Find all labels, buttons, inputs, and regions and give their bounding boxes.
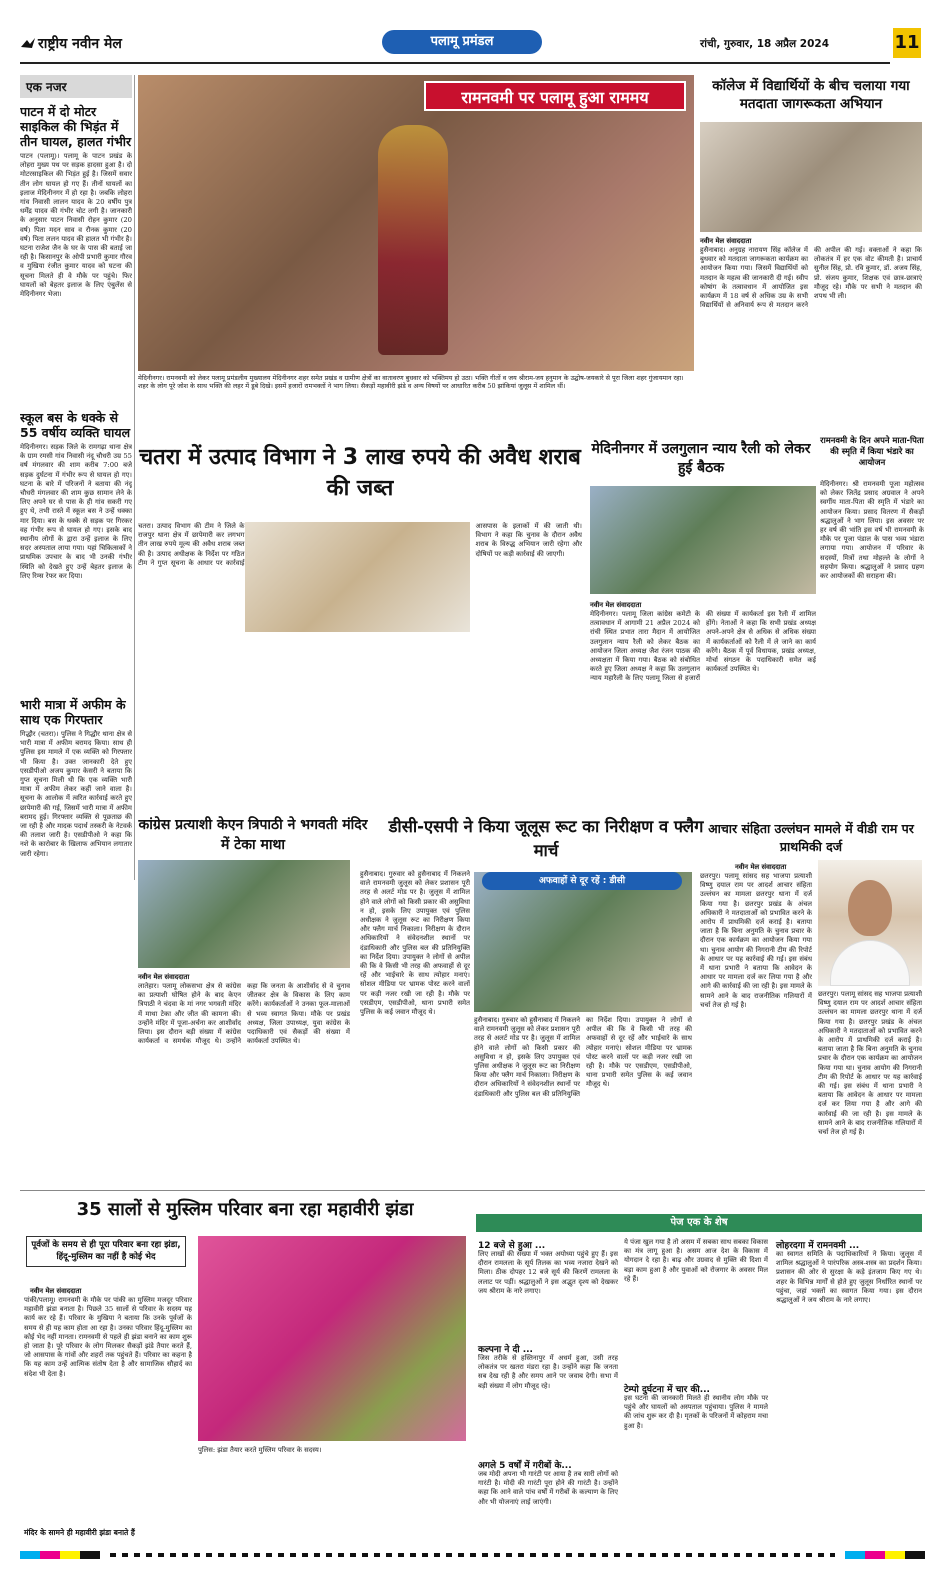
deity-figure: [378, 125, 448, 355]
college-byline: नवीन मेल संवाददाता: [700, 237, 752, 245]
congress-photo: [138, 860, 350, 968]
ulgulan-photo: [590, 486, 816, 594]
section-label: पलामू प्रमंडल: [382, 30, 542, 54]
portrait-face-icon: [848, 880, 892, 936]
page-ek-body: ये पंजा खुल गया है तो असम में सबका साथ सबका विकास का मंत्र लागू हुआ है। असम आज देश के विकास में योगदान दे रहा है। बाढ़ और उग्रवाद से मुक्ति की दिशा में बड़ा काम हुआ है और युवाओं को रोजगार के अवसर मिल रहे हैं।: [624, 1238, 768, 1283]
portrait-shirt-icon: [830, 940, 910, 986]
paper-name: राष्ट्रीय नवीन मेल: [38, 36, 122, 52]
page-ek-body: इस घटना की जानकारी मिलते ही स्थानीय लोग मौके पर पहुंचे और घायलों को अस्पताल पहुंचाया। पुलिस ने मामले की जांच शुरू कर दी है। मृतकों के परिजनों में कोहराम मचा हुआ है।: [624, 1394, 768, 1430]
ulgulan-body: मेदिनीनगर। पलामू जिला कांग्रेस कमेटी के तत्वावधान में आगामी 21 अप्रैल 2024 को रांची स्थित प्रभात तारा मैदान में आयोजित उलगुलान न्याय रैली को लेकर बैठक का आयोजन जिला अध्यक्ष जैश रंजन पाठक की अध्यक्षता में किया गया। बैठक को संबोधित करते हुए जिला अध्यक्ष ने कहा कि उलगुलान न्याय महारैली के लिए पलामू जिला से हजारों की संख्या में कार्यकर्ता इस रैली में शामिल होंगे। नेताओं ने कहा कि सभी प्रखंड अध्यक्ष अपने-अपने क्षेत्र से अधिक से अधिक संख्या में कार्यकर्ताओं को रैली में ले जाने का कार्य करेंगे। बैठक में पूर्व विधायक, प्रखंड अध्यक्ष, मोर्चा संगठन के पदाधिकारी समेत कई कार्यकर्ता उपस्थित थे।: [590, 610, 816, 683]
muslim-photo: [198, 1236, 466, 1441]
ek-nazar-tag: एक नजर: [20, 75, 132, 98]
acharsamhita-body-continued: छतरपुर। पलामू सांसद सह भाजपा प्रत्याशी विष्णु दयाल राम पर आदर्श आचार संहिता उल्लंघन का मामला छतरपुर थाना में दर्ज किया गया है। छतरपुर प्रखंड के अंचल अधिकारी ने मतदाताओं को प्रभावित करने के आरोप में प्राथमिकी दर्ज कराई है। बताया जाता है कि बिना अनुमति के चुनाव प्रचार के दौरान एक कार्यक्रम का आयोजन किया गया था। चुनाव आयोग की निगरानी टीम की रिपोर्ट के आधार पर यह कार्रवाई की गई। इस संबंध में थाना प्रभारी ने बताया कि आवेदन के आधार पर मामला दर्ज कर लिया गया है और आगे की कार्रवाई की जा रही है। इस मामले के सामने आने के बाद राजनीतिक गलियारों में चर्चा तेज हो गई है।: [818, 990, 922, 1137]
masthead: [20, 28, 925, 72]
dcsp-body-continued: हुसैनाबाद। गुरुवार को हुसैनाबाद में निकलने वाले रामनवमी जुलूस को लेकर प्रशासन पूरी तरह से अलर्ट मोड पर है। जुलूस में शामिल होने वाले लोगों को किसी प्रकार की असुविधा न हो, इसके लिए उपायुक्त एवं पुलिस अधीक्षक ने जुलूस रूट का निरीक्षण किया और फ्लैग मार्च निकाला। निरीक्षण के दौरान अधिकारियों ने संवेदनशील स्थानों पर दंडाधिकारी और पुलिस बल की प्रतिनियुक्ति का निर्देश दिया। उपायुक्त ने लोगों से अपील की कि वे किसी भी तरह की अफवाहों से दूर रहें और भाईचारे के साथ त्योहार मनाएं। सोशल मीडिया पर भ्रामक पोस्ट करने वालों पर कड़ी नजर रखी जा रही है। मौके पर एसडीएम, एसडीपीओ, थाना प्रभारी समेत पुलिस के कई जवान मौजूद थे।: [474, 1016, 692, 1098]
paper-logo-icon: [20, 36, 36, 50]
ramnavami-photo: [138, 75, 694, 371]
dcsp-photo-banner: अफवाहों से दूर रहें : डीसी: [482, 872, 682, 890]
page-ek-head: लोहरदगा में रामनवमी ...: [776, 1241, 860, 1251]
college-photo: [700, 122, 922, 232]
page-ek-body: लिए लाखों की संख्या में भक्त अयोध्या पहुंचे हुए हैं। इस दौरान रामलला के सूर्य तिलक का भव्य नजारा देखने को मिला। ठीक दोपहर 12 बजे सूर्य की किरणें रामलला के ललाट पर पड़ीं। श्रद्धालुओं ने इस अद्भुत दृश्य को देखकर जय श्रीराम के नारे लगाए।: [478, 1250, 618, 1295]
acharsamhita-body: छतरपुर। पलामू सांसद सह भाजपा प्रत्याशी विष्णु दयाल राम पर आदर्श आचार संहिता उल्लंघन का मामला छतरपुर थाना में दर्ज किया गया है। छतरपुर प्रखंड के अंचल अधिकारी ने मतदाताओं को प्रभावित करने के आरोप में प्राथमिकी दर्ज कराई है। बताया जाता है कि बिना अनुमति के चुनाव प्रचार के दौरान एक कार्यक्रम का आयोजन किया गया था। चुनाव आयोग की निगरानी टीम की रिपोर्ट के आधार पर यह कार्रवाई की गई। इस संबंध में थाना प्रभारी ने बताया कि आवेदन के आधार पर मामला दर्ज कर लिया गया है और आगे की कार्रवाई की जा रही है। इस मामले के सामने आने के बाद राजनीतिक गलियारों में चर्चा तेज हो गई है।: [700, 872, 812, 1009]
story-body: मेदिनीनगर। सड़क जिले के रामगढ़ा थाना क्षेत्र के ग्राम रमसी गांव निवासी नंदू चौधरी उम्र 55 वर्ष मंगलवार की शाम करीब 7:00 बजे सड़क दुर्घटना में गंभीर रूप से घायल हो गए। घटना के बारे में परिजनों ने बताया की नंदू चौधरी मंगलवार की शाम कुछ सामान लेने के लिए अपने घर से पास के ही गांव सकरी गए हुए थे, तभी रास्ते में स्कूल बस ने उन्हें धक्का मार दिया। बस के धक्के से सड़क पर गिरकर वह गंभीर रूप से घायल हो गए। इसके बाद स्थानीय लोगों के द्वारा उन्हें इलाज के लिए सदर अस्पताल लाया गया। यहां चिकित्सकों ने प्राथमिक उपचार के बाद भी उनकी गंभीर स्थिति को देखते हुए उन्हें बेहतर इलाज के लिए रिम्स रेफर कर दिया।: [20, 443, 132, 580]
page-number: 11: [893, 28, 921, 58]
dcsp-photo: [474, 872, 692, 1012]
dcsp-headline: डीसी-एसपी ने किया जूलूस रूट का निरीक्षण व फ्लैग मार्च: [388, 817, 704, 860]
college-headline: कॉलेज में विद्यार्थियों के बीच चलाया गया मतदाता जागरूकता अभियान: [712, 78, 910, 112]
chatra-photo: [245, 522, 470, 632]
lower-rule: [20, 1190, 925, 1191]
congress-body: लातेहार। पलामू लोकसभा क्षेत्र से कांग्रेस का प्रत्याशी घोषित होने के बाद केएन त्रिपाठी ने चंदवा के मां नगर भगवती मंदिर में माथा टेका और जीत की कामना की। उन्होंने मंदिर में पूजा-अर्चना कर आशीर्वाद लिया। इस दौरान बड़ी संख्या में कांग्रेस कार्यकर्ता व समर्थक मौजूद थे। उन्होंने कहा कि जनता के आशीर्वाद से वे चुनाव जीतकर क्षेत्र के विकास के लिए काम करेंगे। कार्यकर्ताओं ने उनका फूल-मालाओं से भव्य स्वागत किया। मौके पर प्रखंड अध्यक्ष, जिला उपाध्यक्ष, युवा कांग्रेस के पदाधिकारी एवं सैकड़ों की संख्या में कार्यकर्ता उपस्थित थे।: [138, 982, 350, 1046]
story-head: स्कूल बस के धक्के से 55 वर्षीय व्यक्ति घायल: [20, 410, 131, 440]
muslim-subhead: पूर्वजों के समय से ही पूरा परिवार बना रहा झंडा, हिंदू-मुस्लिम का नहीं है कोई भेद: [26, 1236, 186, 1267]
page-ek-body: का स्वागत समिति के पदाधिकारियों ने किया। जुलूस में शामिल श्रद्धालुओं ने पारंपरिक अस्त्र-शस्त्र का प्रदर्शन किया। प्रशासन की ओर से सुरक्षा के कड़े इंतजाम किए गए थे। शहर के विभिन्न मार्गों से होते हुए जुलूस निर्धारित स्थानों पर पहुंचा, जहां भक्तों का स्वागत किया गया। इस दौरान श्रद्धालुओं ने जय श्रीराम के नारे लगाए।: [776, 1250, 922, 1305]
chatra-headline: चतरा में उत्पाद विभाग ने 3 लाख रुपये की अवैध शराब की जब्त: [139, 445, 581, 501]
page-ek-head: अगले 5 वर्षों में गरीबों के...: [478, 1461, 572, 1471]
muslim-byline: नवीन मेल संवाददाता: [30, 1287, 82, 1295]
story-head: भारी मात्रा में अफीम के साथ एक गिरफ्तार: [20, 697, 126, 727]
ulgulan-byline: नवीन मेल संवाददाता: [590, 601, 642, 609]
acharsamhita-byline: नवीन मेल संवाददाता: [735, 863, 787, 871]
congress-headline: कांग्रेस प्रत्याशी केएन त्रिपाठी ने भगवती मंदिर में टेका माथा: [138, 817, 368, 853]
ramnavami-caption: मेदिनीनगर। रामनवमी को लेकर पलामू प्रमंडलीय मुख्यालय मेदिनीनगर शहर समेत प्रखंड व ग्रामीण क्षेत्रों का वातावरण बुधवार को भक्तिमय हो उठा। भक्ति गीतों व जय श्रीराम-जय हनुमान के उद्घोष-जयकारे से पूरा जिला शहर गुंजायमान रहा। शहर के लोग पूरे जोश के साथ भक्ति की लहर में डूबे दिखे। इसमें हजारों रामभक्तों ने भाग लिया। सैकड़ों महावीरी झंडे व अन्य विषयों पर आधारित करीब 50 झांकियां जुलूस में शामिल थीं।: [138, 374, 684, 391]
ramnavami-headline: रामनवमी पर पलामू हुआ राममय: [424, 81, 686, 111]
muslim-headline: 35 सालों से मुस्लिम परिवार बना रहा महावीरी झंडा: [76, 1199, 414, 1220]
story-head: पाटन में दो मोटर साइकिल की भिड़ंत में तीन घायल, हालत गंभीर: [20, 104, 132, 149]
chatra-body: चतरा। उत्पाद विभाग की टीम ने जिले के राजपुर थाना क्षेत्र में छापेमारी कर लगभग तीन लाख रुपये मूल्य की अवैध शराब जब्त की है। उत्पाद अधीक्षक के निर्देश पर गठित टीम ने गुप्त सूचना के आधार पर कार्रवाई आसपास के इलाकों में की जाती थी। विभाग ने कहा कि चुनाव के दौरान अवैध शराब के विरुद्ध अभियान जारी रहेगा और दोषियों पर कड़ी कार्रवाई की जाएगी।: [138, 522, 582, 567]
congress-byline: नवीन मेल संवाददाता: [138, 973, 190, 981]
bhandara-headline: रामनवमी के दिन अपने माता-पिता की स्मृति में किया भंडारे का आयोजन: [820, 435, 924, 467]
college-body: हुसैनाबाद। अनुग्रह नारायण सिंह कॉलेज में बुधवार को मतदाता जागरूकता कार्यक्रम का आयोजन किया गया। जिसमें विद्यार्थियों को मतदान के महत्व की जानकारी दी गई। स्वीप कोषांग के तत्वावधान में आयोजित इस कार्यक्रम में 18 वर्ष से अधिक उम्र के सभी विद्यार्थियों से अनिवार्य रूप से मतदान करने की अपील की गई। वक्ताओं ने कहा कि लोकतंत्र में हर एक वोट कीमती है। प्राचार्य सुनील सिंह, प्रो. रवि कुमार, डॉ. अजय सिंह, प्रो. संजय कुमार, शिक्षक एवं छात्र-छात्राएं मौजूद रहे। मौके पर सभी ने मतदान की शपथ भी ली।: [700, 246, 922, 310]
muslim-last-line: मंदिर के सामने ही महावीरी झंडा बनाते हैं: [24, 1528, 135, 1537]
left-column: [20, 75, 132, 885]
dcsp-body: हुसैनाबाद। गुरुवार को हुसैनाबाद में निकलने वाले रामनवमी जुलूस को लेकर प्रशासन पूरी तरह से अलर्ट मोड पर है। जुलूस में शामिल होने वाले लोगों को किसी प्रकार की असुविधा न हो, इसके लिए उपायुक्त एवं पुलिस अधीक्षक ने जुलूस रूट का निरीक्षण किया और फ्लैग मार्च निकाला। निरीक्षण के दौरान अधिकारियों ने संवेदनशील स्थानों पर दंडाधिकारी और पुलिस बल की प्रतिनियुक्ति का निर्देश दिया। उपायुक्त ने लोगों से अपील की कि वे किसी भी तरह की अफवाहों से दूर रहें और भाईचारे के साथ त्योहार मनाएं। सोशल मीडिया पर भ्रामक पोस्ट करने वालों पर कड़ी नजर रखी जा रही है। मौके पर एसडीएम, एसडीपीओ, थाना प्रभारी समेत पुलिस के कई जवान मौजूद थे।: [360, 870, 470, 1017]
page-ek-head: 12 बजे से हुआ ...: [478, 1241, 546, 1251]
registration-strip: [20, 1550, 925, 1560]
candidate-portrait: [818, 860, 922, 986]
muslim-body: पांकी/पलामू। रामनवमी के मौके पर पांकी का मुस्लिम मजदूर परिवार महावीरी झंडा बनाता है। पिछले 35 सालों से परिवार के सदस्य यह कार्य कर रहे हैं। परिवार के मुखिया ने बताया कि उनके पूर्वजों के समय से ही यह काम होता आ रहा है। उनका परिवार हिंदू-मुस्लिम का कोई भेद नहीं मानता। रामनवमी से पहले ही झंडा बनाने का काम शुरू हो जाता है। पूरे परिवार के लोग मिलकर सैकड़ों झंडे तैयार करते हैं, जो आसपास के गांवों और शहरों तक पहुंचते हैं। परिवार का कहना है कि यह काम उन्हें आत्मिक संतोष देता है और सामाजिक सौहार्द का संदेश भी देता है।: [24, 1296, 192, 1378]
page-ek-body: जब मोदी अपना भी गारंटी पर आया है तब सारी लोगों को गारंटी है। मोदी की गारंटी पूरा होने की गारंटी है। उन्होंने कहा कि आने वाले पांच वर्षों में गरीबों के कल्याण के लिए और भी योजनाएं लाई जाएंगी।: [478, 1470, 618, 1506]
page-ek-body: जिस तरीके से हस्तिनापुर में अधर्म हुआ, उसी तरह लोकतंत्र पर खतरा मंडरा रहा है। उन्होंने कहा कि जनता सब देख रही है और समय आने पर जवाब देगी। सभा में बड़ी संख्या में लोग मौजूद रहे।: [478, 1354, 618, 1390]
acharsamhita-headline: आचार संहिता उल्लंघन मामले में वीडी राम पर प्राथमिकी दर्ज: [708, 821, 914, 854]
masthead-rule: [20, 62, 890, 64]
page-ek-head: टेम्पो दुर्घटना में चार की...: [624, 1385, 710, 1395]
column-rule: [134, 75, 135, 880]
story-body: गिद्धौर (चतरा)। पुलिस ने गिद्धौर थाना क्षेत्र से भारी मात्रा में अफीम बरामद किया। साथ ही पुलिस इस मामले में एक व्यक्ति को गिरफ्तार भी किया है। उक्त जानकारी देते हुए एसडीपीओ अजय कुमार केसरी ने बताया कि गुप्त सूचना मिली थी कि एक व्यक्ति भारी मात्रा में अफीम लेकर कहीं जाने वाला है। सूचना के आलोक में त्वरित कार्रवाई करते हुए छापेमारी की गई, जिसमें भारी मात्रा में अफीम बरामद हुई। गिरफ्तार व्यक्ति से पूछताछ की जा रही है और मादक पदार्थ तस्करी के नेटवर्क की तलाश जारी है। एसडीपीओ ने कहा कि नशे के कारोबार के खिलाफ अभियान लगातार जारी रहेगा।: [20, 730, 132, 858]
page-ek-banner: पेज एक के शेष: [476, 1214, 922, 1232]
bhandara-body: मेदिनीनगर। श्री रामनवमी पूजा महोत्सव को लेकर जितेंद्र प्रसाद अग्रवाल ने अपने स्वर्गीय माता-पिता की स्मृति में भंडारे का आयोजन किया। प्रसाद वितरण में सैकड़ों श्रद्धालुओं ने भाग लिया। इस अवसर पर हर वर्ष की भांति इस वर्ष भी रामनवमी के मौके पर पूजा पंडाल के पास भव्य भंडारा लगाया गया। आयोजन में परिवार के सदस्यों, मित्रों तथा मोहल्ले के लोगों ने सहयोग किया। श्रद्धालुओं ने प्रसाद ग्रहण कर आयोजकों की सराहना की।: [820, 480, 924, 581]
story-body: पाटन (पलामू)। पलामू के पाटन प्रखंड के लोहरा मुख्य पथ पर सड़क हादसा हुआ है। दो मोटरसाइकिल की भिड़ंत हुई है। जिसमें सवार तीन लोग घायल हो गए हैं। तीनों घायलों का इलाज मेदिनीनगर में हो रहा है। जबकि लोहरा गांव निवासी लालन यादव के 20 वर्षीय पुत्र धर्मेंद्र यादव की गंभीर चोट लगी है। जानकारी के अनुसार पाटन निवासी रोहन कुमार (20 वर्ष) पिता मदन साव व रौनक कुमार (20 वर्ष) पिता ललन यादव की हालत भी गंभीर है। घटना राजेश जैन के घर के पास की बताई जा रही है। किसानपुर के ओपी प्रभारी कुमार गौरव व मुखिया रंजीत कुमार यादव को घटना की सूचना मिलते ही वे मौके पर पहुंचे। फिर घायलों को बेहतर इलाज के लिए एंबुलेंस से मेदिनीनगर भेजा।: [20, 152, 132, 299]
ulgulan-headline: मेदिनीनगर में उलगुलान न्याय रैली को लेकर हुई बैठक: [591, 441, 811, 476]
dateline: रांची, गुरुवार, 18 अप्रैल 2024: [700, 38, 829, 50]
muslim-caption: पुलिस: झंडा तैयार करते मुस्लिम परिवार के सदस्य।: [198, 1446, 322, 1454]
page-ek-head: कल्पना ने दी ...: [478, 1345, 533, 1355]
